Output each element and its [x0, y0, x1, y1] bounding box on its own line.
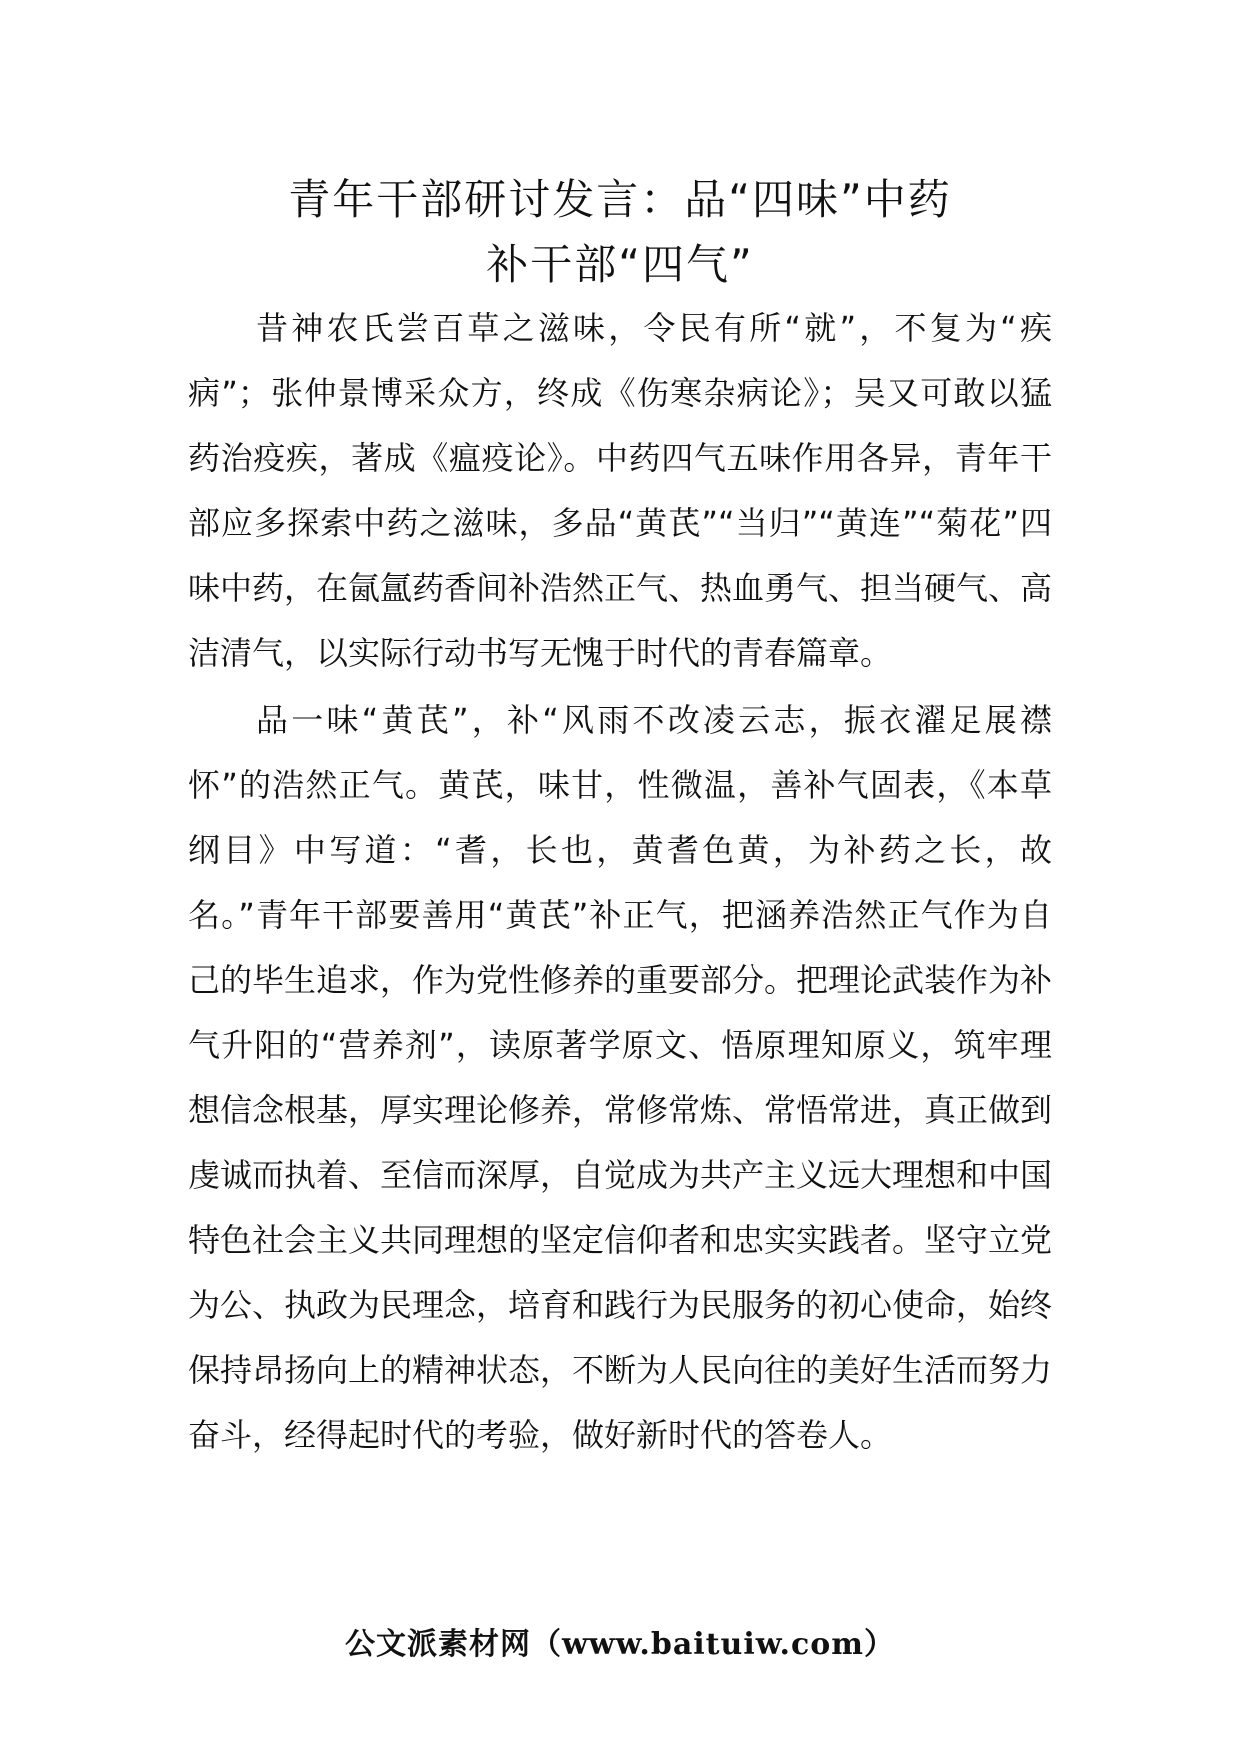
document-body: [188, 296, 1052, 1468]
document-title-line-2: 补干部“四气”: [486, 240, 754, 289]
document-title-line-1: 青年干部研讨发言：品“四味”中药: [288, 175, 952, 224]
source-footer: 公文派素材网（www.baituiw.com）: [344, 1627, 896, 1662]
paragraph-huangqi: 品一味“黄芪”，补“风雨不改凌云志，振衣濯足展襟怀”的浩然正气。黄芪，味甘，性微温，善补气固表，《本草纲目》中写道：“耆，长也，黄耆色黄，为补药之长，故名。”青年干部要善用“黄芪”补正气，把涵养浩然正气作为自己的毕生追求，作为党性修养的重要部分。把理论武装作为补气升阳的“营养剂”，读原著学原文、悟原理知原义，筑牢理想信念根基，厚实理论修养，常修常炼、常悟常进，真正做到虔诚而执着、至信而深厚，自觉成为共产主义远大理想和中国特色社会主义共同理想的坚定信仰者和忠实实践者。坚守立党为公、执政为民理念，培育和践行为民服务的初心使命，始终保持昂扬向上的精神状态，不断为人民向往的美好生活而努力奋斗，经得起时代的考验，做好新时代的答卷人。: [188, 701, 1053, 1454]
paragraph-intro: 昔神农氏尝百草之滋味，令民有所“就”，不复为“疾病”；张仲景博采众方，终成《伤寒杂病论》；吴又可敢以猛药治疫疾，著成《瘟疫论》。中药四气五味作用各异，青年干部应多探索中药之滋味，多品“黄芪”“当归”“黄连”“菊花”四味中药，在氤氲药香间补浩然正气、热血勇气、担当硬气、高洁清气，以实际行动书写无愧于时代的青春篇章。: [188, 309, 1053, 672]
